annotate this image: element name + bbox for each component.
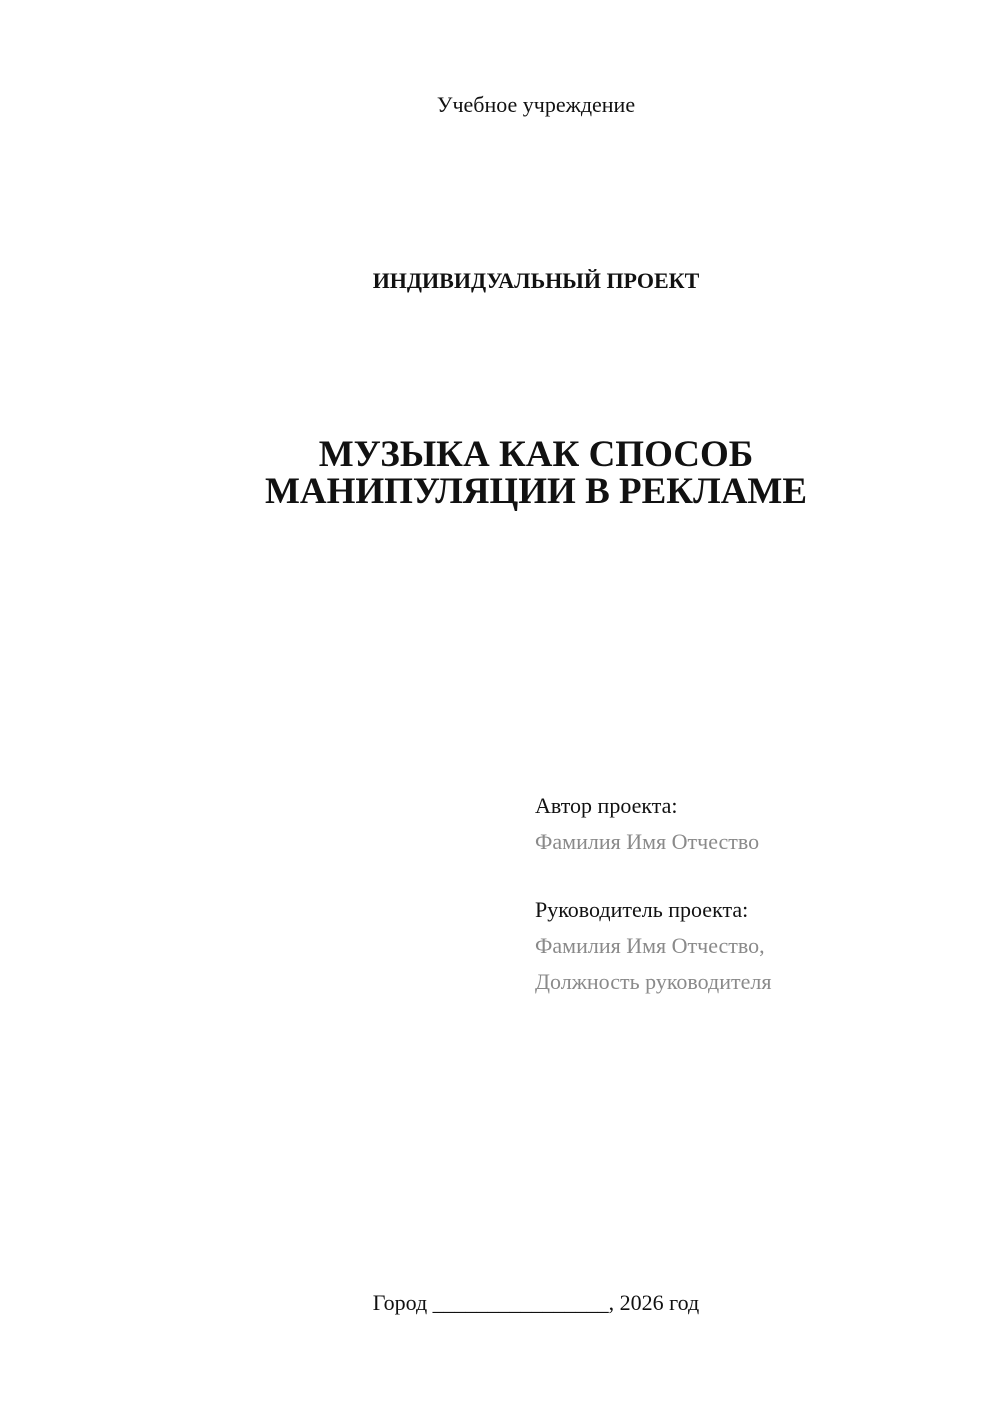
supervisor-position: Должность руководителя — [535, 969, 772, 994]
document-type: ИНДИВИДУАЛЬНЫЙ ПРОЕКТ — [372, 268, 700, 293]
institution-name: Учебное учреждение — [436, 92, 636, 117]
project-title-line-1: МУЗЫКА КАК СПОСОБ — [318, 434, 754, 475]
project-title — [0, 436, 1000, 510]
author-label: Автор проекта: — [535, 793, 678, 818]
city-year-line: Город ________________, 2026 год — [372, 1290, 700, 1315]
supervisor-name: Фамилия Имя Отчество, — [535, 933, 765, 958]
project-title-line-2: МАНИПУЛЯЦИИ В РЕКЛАМЕ — [264, 471, 808, 512]
project-info-block — [535, 788, 771, 1000]
author-name: Фамилия Имя Отчество — [535, 829, 760, 854]
supervisor-label: Руководитель проекта: — [535, 897, 749, 922]
info-spacer — [535, 860, 771, 892]
